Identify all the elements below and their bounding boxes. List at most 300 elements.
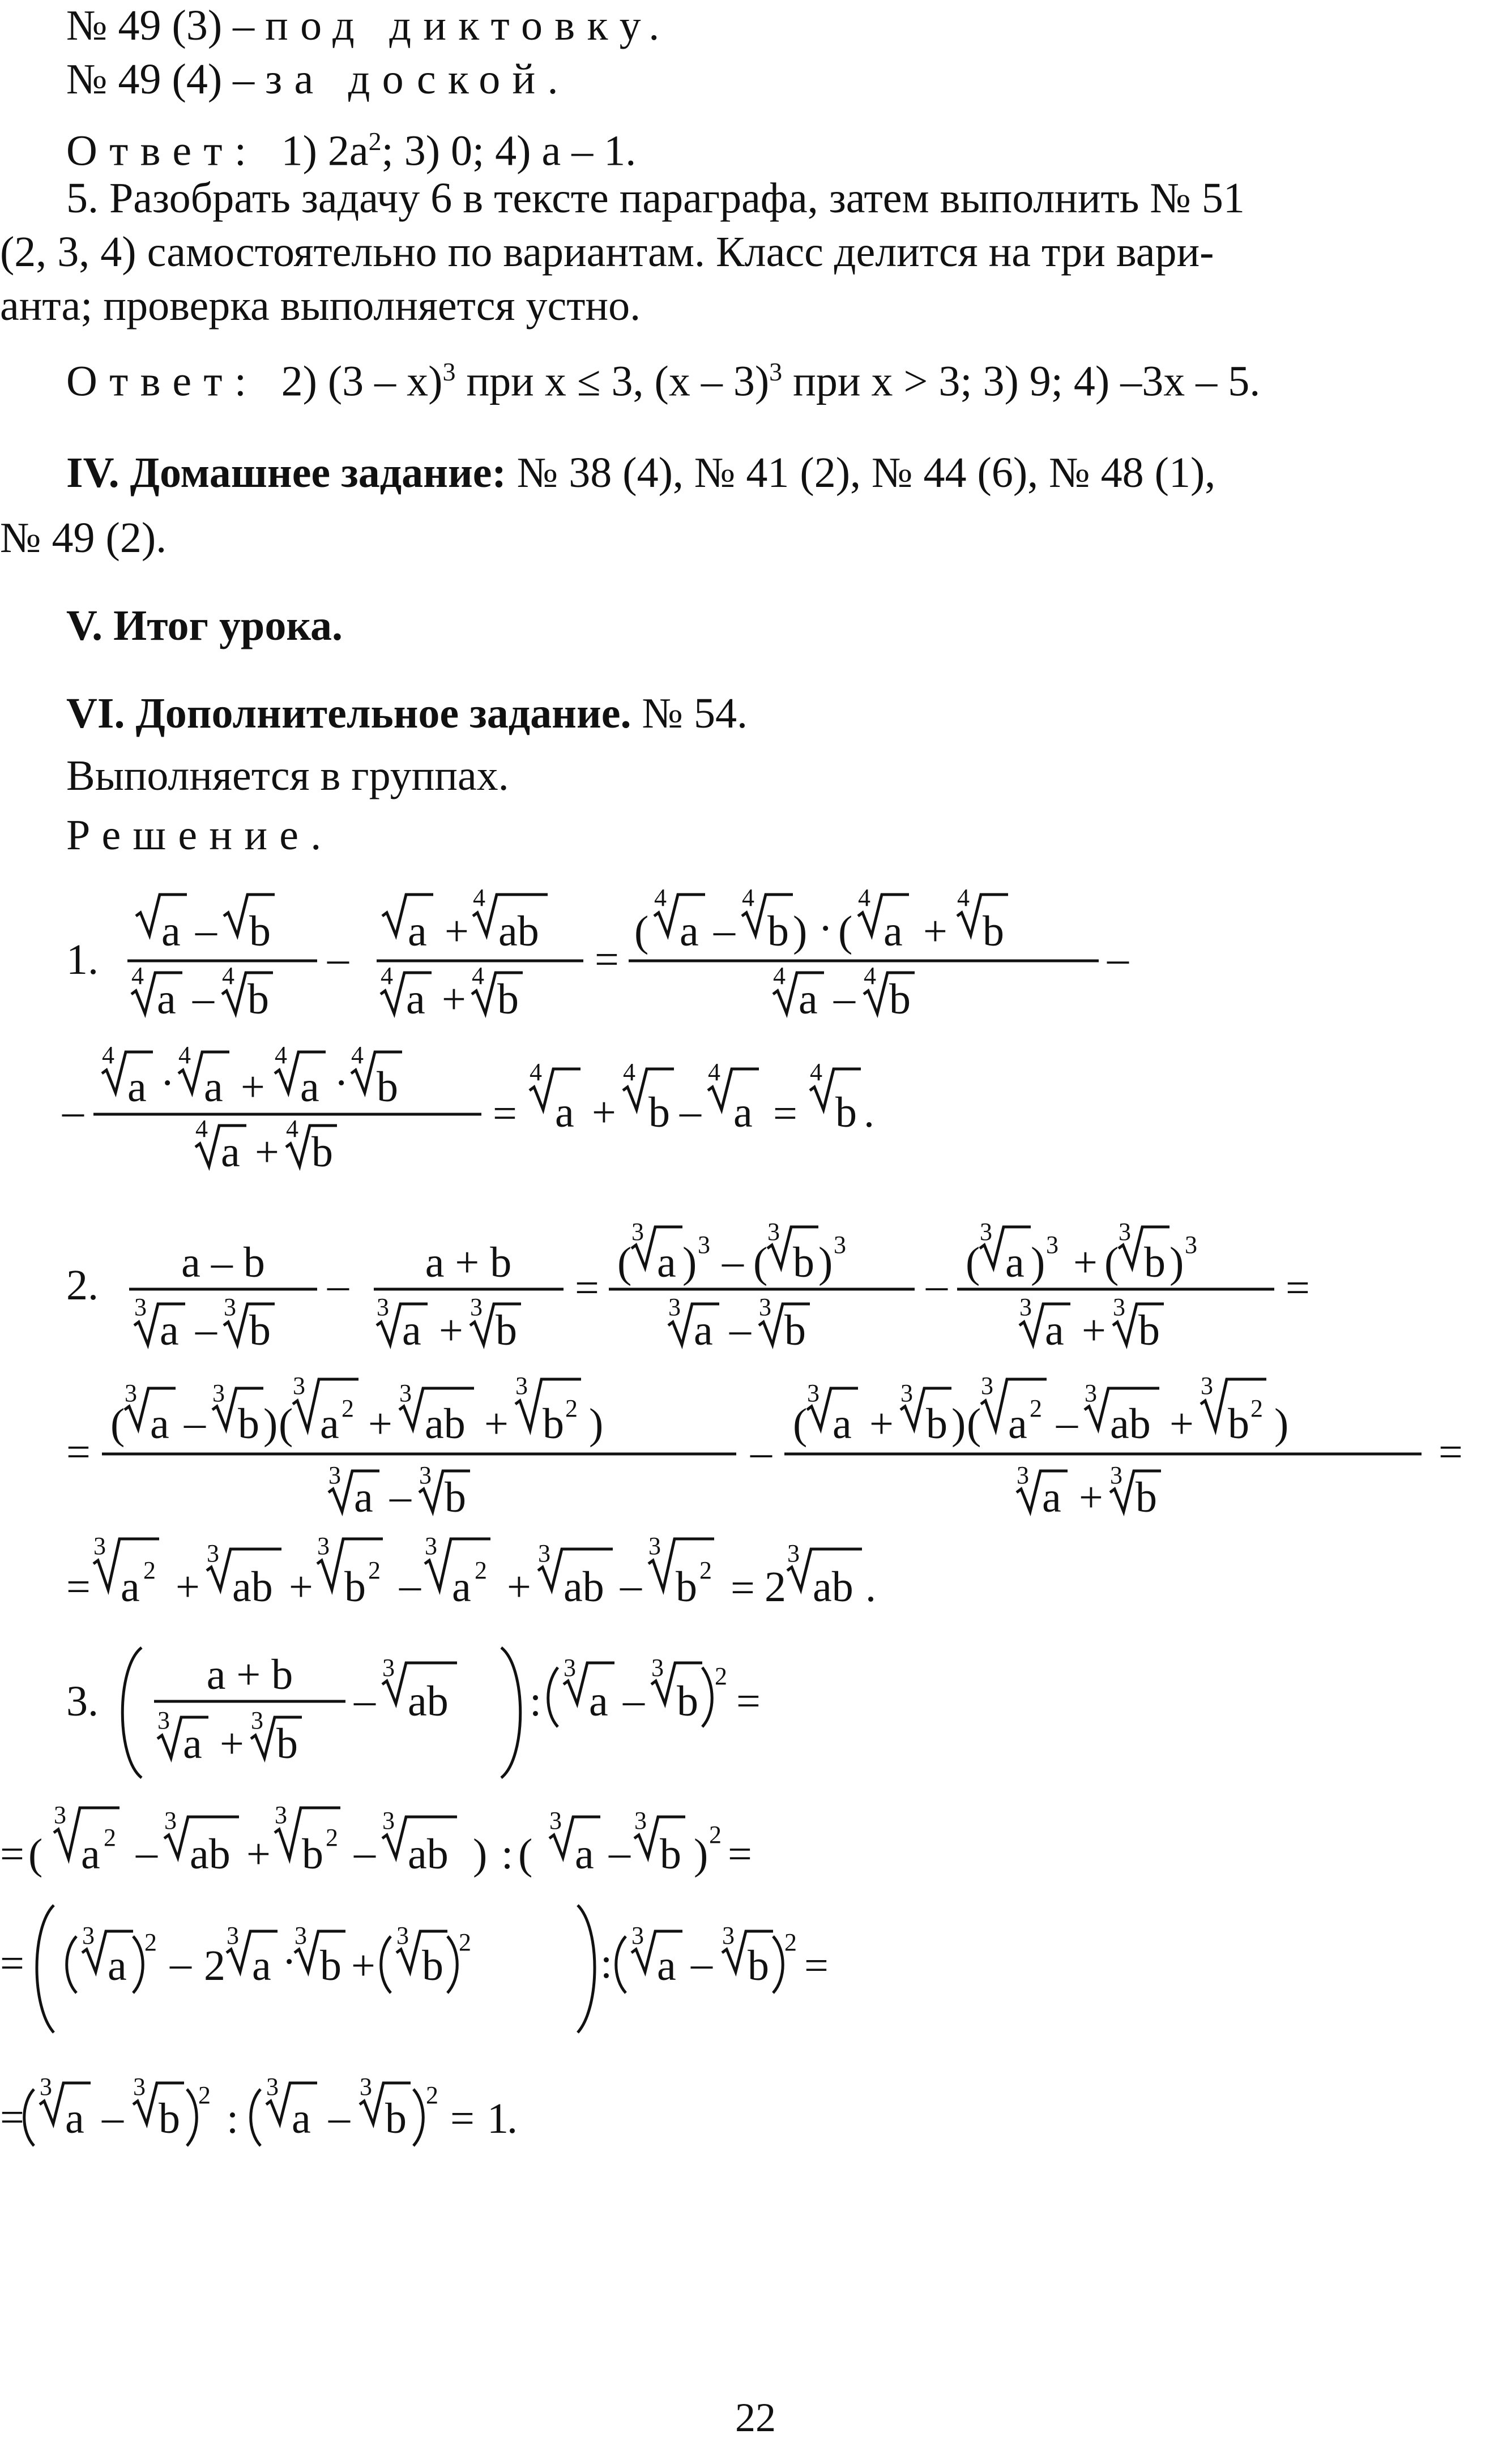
svg-text:3: 3 [93,1532,106,1560]
svg-text:+: + [289,1563,313,1611]
svg-text:b: b [767,908,789,955]
svg-text:3: 3 [425,1532,437,1560]
svg-text:4: 4 [472,962,484,990]
svg-text:–: – [1056,1399,1078,1447]
svg-text:3: 3 [767,1218,780,1246]
svg-text:(: ( [1104,1239,1119,1286]
svg-text:+: + [241,1063,265,1111]
svg-text:a: a [1045,1307,1064,1354]
svg-text:a: a [81,1830,100,1878]
math-3-line-1 [0,1645,1511,1792]
summary-heading: V. Итог урока. [66,602,343,649]
svg-text:3: 3 [133,2073,146,2101]
svg-text:=: = [1286,1264,1310,1312]
svg-text:): ) [793,908,808,955]
svg-text:3: 3 [698,1231,710,1259]
svg-text:ab: ab [408,1830,449,1878]
svg-text:3: 3 [224,1293,236,1321]
svg-text:ab: ab [408,1678,449,1725]
svg-text:3: 3 [1017,1461,1029,1489]
svg-text:b: b [422,1942,443,1990]
svg-text:–: – [680,1088,701,1135]
item-5-line-2: (2, 3, 4) самостоятельно по вариантам. Класс делится на три вари- [0,228,1214,276]
svg-text:3: 3 [651,1654,664,1682]
math-1-line-2 [0,1041,1511,1189]
svg-text:3: 3 [212,1379,225,1407]
svg-text:a: a [221,1128,240,1176]
svg-text:(: ( [110,1400,125,1448]
svg-text:2: 2 [765,1563,786,1611]
svg-text:3: 3 [834,1231,846,1259]
svg-text:b: b [676,1563,697,1611]
svg-text:4: 4 [131,962,144,990]
svg-text:2: 2 [784,1928,797,1956]
svg-text:ab: ab [232,1563,273,1611]
svg-text:2: 2 [342,1394,354,1422]
svg-text:a: a [354,1474,373,1521]
svg-text:3: 3 [164,1807,177,1834]
svg-text:2: 2 [144,1928,157,1956]
svg-text:b: b [748,1942,769,1990]
svg-text:): ) [818,1239,833,1286]
svg-text:3: 3 [900,1379,913,1407]
svg-text:a: a [406,976,425,1023]
svg-text:3: 3 [82,1922,95,1949]
svg-text:3: 3 [807,1379,819,1407]
svg-text:b: b [543,1400,564,1448]
svg-text:4: 4 [858,884,870,912]
svg-text:b: b [648,1089,670,1136]
svg-text:3: 3 [251,1706,263,1734]
svg-text:2: 2 [368,1556,381,1584]
svg-text:3: 3 [648,1532,661,1560]
svg-text:a: a [1005,1239,1025,1286]
svg-text:–: – [102,2094,123,2141]
svg-text:=: = [1439,1428,1463,1476]
svg-text:3: 3 [207,1539,219,1567]
svg-text:(: ( [518,1830,533,1878]
svg-text:1: 1 [487,2095,509,2142]
svg-text:): ) [263,1400,278,1448]
solution-label: Решение. [66,811,334,859]
svg-text:b: b [377,1063,398,1111]
svg-text:=: = [736,1678,761,1725]
svg-text:a: a [108,1942,127,1990]
svg-text:3: 3 [134,1293,147,1321]
svg-text:a: a [320,1400,339,1448]
svg-text:3: 3 [399,1379,412,1407]
svg-text:–: – [328,2094,350,2141]
svg-text:2: 2 [709,1821,722,1849]
svg-text:–: – [926,1261,947,1309]
svg-text:4: 4 [810,1058,822,1086]
svg-text:): ) [951,1400,966,1448]
svg-text:3: 3 [1046,1231,1058,1259]
svg-text:(: ( [793,1400,808,1448]
svg-text:b: b [889,976,911,1023]
homework-line-2: № 49 (2). [0,514,167,562]
svg-text:3: 3 [40,2073,52,2101]
svg-text:=: = [731,1564,755,1612]
svg-text:–: – [691,1940,712,1987]
svg-text:2: 2 [104,1824,116,1851]
svg-text:b: b [445,1474,466,1521]
svg-text:–: – [834,974,855,1022]
svg-text:3: 3 [377,1293,389,1321]
svg-text:4: 4 [351,1041,364,1069]
svg-text:(: ( [967,1400,981,1448]
svg-text:2: 2 [204,1942,225,1990]
svg-text:4: 4 [102,1041,114,1069]
svg-text:+: + [484,1400,509,1448]
svg-text:–: – [609,1829,630,1876]
svg-text:b: b [302,1830,323,1878]
svg-text:ab: ab [564,1563,604,1611]
math-2-line-1 [0,1218,1511,1373]
svg-text:a + b: a + b [206,1651,293,1699]
svg-text:a: a [1008,1400,1027,1448]
svg-text:+: + [445,908,469,955]
svg-text:2: 2 [143,1556,156,1584]
svg-text:a: a [657,1239,676,1286]
svg-text:1.: 1. [66,936,99,983]
svg-text:.: . [865,1563,876,1611]
svg-text:a: a [150,1400,169,1448]
svg-text:b: b [1144,1239,1166,1286]
svg-text:3: 3 [538,1539,550,1567]
svg-text:a: a [452,1563,471,1611]
svg-text:ab: ab [425,1400,466,1448]
svg-text:+: + [442,976,466,1023]
svg-text:b: b [247,976,269,1023]
svg-text:3: 3 [360,2073,372,2101]
svg-text:b: b [835,1089,857,1136]
svg-text:): ) [1274,1400,1289,1448]
svg-text:b: b [983,908,1004,955]
svg-text:=: = [0,2094,24,2141]
svg-text:3: 3 [382,1654,395,1682]
svg-text:=: = [66,1563,91,1611]
svg-text:–: – [714,906,735,954]
svg-text:–: – [722,1238,744,1285]
svg-text:b: b [660,1830,681,1878]
svg-text:+: + [351,1942,375,1990]
svg-text:–: – [170,1940,191,1987]
svg-text:+: + [869,1400,894,1448]
svg-text:b: b [1228,1400,1249,1448]
svg-text:a: a [657,1942,676,1990]
svg-text:(: ( [966,1239,980,1286]
svg-text:): ) [589,1400,604,1448]
svg-text:3: 3 [722,1922,735,1949]
svg-text:–: – [62,1088,84,1135]
svg-text:=: = [728,1830,752,1878]
svg-text:=: = [575,1264,599,1312]
svg-text:·: · [818,905,833,952]
svg-text:+: + [255,1128,279,1176]
svg-text:(: ( [279,1400,293,1448]
svg-text:3: 3 [759,1293,771,1321]
svg-text:.: . [864,1089,874,1136]
extra-task-heading: VI. Дополнительное задание. № 54. [66,690,748,737]
task-49-4: № 49 (4) – за доской. [66,55,570,103]
svg-text:3: 3 [564,1654,576,1682]
homework-line-1: IV. Домашнее задание: № 38 (4), № 41 (2), № 44 (6), № 48 (1), [66,449,1216,497]
svg-text:·: · [160,1059,175,1107]
svg-text:b: b [793,1239,814,1286]
svg-text:3: 3 [549,1807,562,1834]
svg-text:b: b [311,1128,333,1176]
svg-text:3: 3 [227,1922,239,1949]
svg-text:b: b [1138,1307,1160,1354]
math-3-line-2 [0,1798,1511,1888]
svg-text::: : [600,1940,613,1987]
svg-text:+: + [1079,1474,1103,1521]
svg-text:(: ( [634,908,649,955]
svg-text:4: 4 [654,884,667,912]
svg-text:2: 2 [475,1556,487,1584]
svg-text::: : [530,1678,542,1725]
page-number: 22 [735,2395,776,2440]
svg-text:2: 2 [459,1928,471,1956]
svg-text:3: 3 [328,1461,341,1489]
svg-text:=: = [773,1090,797,1137]
svg-text:a: a [292,2095,311,2142]
svg-text:+: + [592,1089,616,1136]
svg-text:–: – [399,1562,421,1609]
svg-text:=: = [66,1428,91,1476]
svg-text:3: 3 [125,1379,137,1407]
svg-text:b: b [497,976,519,1023]
svg-text:4: 4 [957,884,970,912]
svg-text:2: 2 [1250,1394,1263,1422]
svg-text:–: – [327,1261,349,1309]
svg-text:–: – [193,974,214,1022]
item-5-line-1: 5. Разобрать задачу 6 в тексте параграфа, затем выполнить № 51 [66,174,1245,222]
svg-text:=: = [595,936,619,983]
svg-text:3: 3 [275,1801,287,1829]
svg-text:3: 3 [317,1532,330,1560]
svg-text:3: 3 [1110,1461,1122,1489]
svg-text:3: 3 [54,1801,66,1829]
svg-text:b: b [249,908,271,955]
svg-text:a + b: a + b [425,1239,512,1286]
svg-text:4: 4 [286,1115,298,1143]
svg-text:a: a [799,976,818,1023]
svg-text:3: 3 [1185,1231,1197,1259]
svg-text:ab: ab [498,908,539,955]
svg-text::: : [501,1830,514,1878]
math-2-line-3 [0,1529,1511,1619]
answer-2: Ответ: 2) (3 – x)$^3$ при x ≤ 3, (x – 3)$^3$ при x > 3; 3) 9; 4) –3x – 5. [66,357,1261,405]
svg-text:a: a [127,1063,147,1111]
svg-text:a: a [408,908,427,955]
svg-text:a: a [121,1563,140,1611]
svg-text:b: b [1136,1474,1157,1521]
svg-text:3: 3 [668,1293,681,1321]
svg-text:+: + [368,1400,392,1448]
svg-text:+: + [507,1563,531,1611]
svg-text:ab: ab [1110,1400,1151,1448]
svg-text:+: + [1169,1400,1194,1448]
svg-text:=: = [804,1942,829,1990]
svg-text:a: a [157,976,176,1023]
svg-text:3: 3 [293,1372,305,1400]
svg-text:3: 3 [787,1539,800,1567]
svg-text:a: a [555,1089,574,1136]
svg-text:.: . [507,2095,518,2142]
svg-text:(: ( [617,1239,632,1286]
svg-text:3: 3 [382,1807,395,1834]
svg-text:–: – [354,1676,375,1724]
math-1-line-1 [0,883,1511,1042]
svg-text:+: + [246,1830,271,1878]
svg-text:b: b [496,1307,517,1354]
svg-text:3: 3 [981,1372,993,1400]
svg-text:b: b [385,2095,407,2142]
svg-text:ab: ab [190,1830,231,1878]
svg-text:–: – [729,1306,751,1353]
svg-text:3: 3 [266,2073,279,2101]
svg-text:–: – [623,1676,644,1724]
math-2-line-2 [0,1372,1511,1529]
svg-text:3: 3 [396,1922,409,1949]
svg-text:3: 3 [157,1706,170,1734]
svg-text:b: b [276,1720,298,1768]
groups-text: Выполняется в группах. [66,752,509,799]
svg-text:ab: ab [813,1563,853,1611]
svg-text:4: 4 [773,962,786,990]
svg-text:): ) [694,1830,708,1878]
svg-text:a: a [833,1400,852,1448]
svg-text:–: – [750,1428,772,1476]
svg-text:(: ( [838,908,853,955]
math-3-line-3 [0,1894,1511,2052]
svg-text:3: 3 [631,1922,644,1949]
svg-text:–: – [195,1306,217,1353]
svg-text:=: = [0,1830,24,1878]
svg-text:=: = [450,2095,475,2142]
task-49-3: № 49 (3) – под диктовку. [66,2,672,49]
svg-text:3: 3 [470,1293,483,1321]
svg-text:3: 3 [1019,1293,1032,1321]
svg-text:): ) [1169,1239,1184,1286]
svg-text:4: 4 [864,962,876,990]
svg-text:3.: 3. [66,1678,99,1725]
svg-text:a: a [575,1830,594,1878]
svg-text:2: 2 [1030,1394,1042,1422]
item-5-line-3: анта; проверка выполняется устно. [0,282,641,330]
svg-text:+: + [176,1563,200,1611]
svg-text:a: a [204,1063,223,1111]
svg-text:a: a [161,908,181,955]
math-3-line-4 [0,2064,1511,2166]
svg-text:a: a [300,1063,319,1111]
svg-text:a: a [160,1307,179,1354]
svg-text:4: 4 [623,1058,635,1086]
svg-text:+: + [220,1720,244,1768]
svg-text:+: + [923,908,947,955]
svg-text:3: 3 [294,1922,307,1949]
svg-text:4: 4 [222,962,234,990]
svg-text:a: a [694,1307,713,1354]
svg-text:a: a [589,1678,608,1725]
svg-text::: : [227,2095,239,2142]
svg-text:3: 3 [515,1372,528,1400]
svg-text:b: b [784,1307,806,1354]
svg-text:–: – [1107,935,1129,982]
svg-text:–: – [354,1829,375,1876]
svg-text:a: a [252,1942,271,1990]
svg-text:4: 4 [178,1041,191,1069]
svg-text:+: + [1082,1307,1106,1354]
svg-text:–: – [327,935,349,982]
svg-text:4: 4 [530,1058,542,1086]
svg-text:b: b [677,1678,698,1725]
svg-text:): ) [1031,1239,1045,1286]
svg-text:–: – [195,906,217,954]
svg-text:=: = [493,1090,517,1137]
svg-text:2: 2 [565,1394,578,1422]
svg-text:2: 2 [699,1556,712,1584]
svg-text:4: 4 [195,1115,208,1143]
svg-text:a: a [65,2095,84,2142]
svg-text:): ) [682,1239,697,1286]
svg-text:4: 4 [275,1041,287,1069]
svg-text:2: 2 [326,1824,338,1851]
svg-text:a: a [733,1089,753,1136]
svg-text:2: 2 [426,2081,438,2109]
svg-text:4: 4 [473,884,485,912]
svg-text:(: ( [753,1239,768,1286]
svg-text:b: b [344,1563,366,1611]
svg-text:+: + [439,1307,463,1354]
svg-text:3: 3 [419,1461,432,1489]
svg-text:·: · [334,1059,349,1107]
svg-text:b: b [320,1942,342,1990]
svg-text:3: 3 [631,1218,644,1246]
svg-text:b: b [159,2095,180,2142]
svg-text:+: + [1073,1239,1098,1286]
answer-1: Ответ: 1) $2a^2$; 3) 0; 4) a – 1. [66,127,637,175]
svg-text:–: – [390,1473,411,1520]
svg-text:–: – [136,1829,157,1876]
svg-text:4: 4 [381,962,393,990]
svg-text:a: a [680,908,699,955]
svg-text:3: 3 [1085,1379,1097,1407]
svg-text:b: b [926,1400,947,1448]
svg-text:3: 3 [980,1218,992,1246]
svg-text:(: ( [28,1830,43,1878]
svg-text:b: b [249,1307,271,1354]
svg-text:a: a [402,1307,421,1354]
svg-text:·: · [282,1938,297,1986]
svg-text:2: 2 [715,1662,727,1690]
svg-text:3: 3 [634,1807,647,1834]
svg-text:3: 3 [1201,1372,1213,1400]
svg-text:3: 3 [1113,1293,1125,1321]
svg-text:a: a [883,908,903,955]
svg-text:3: 3 [1119,1218,1131,1246]
svg-text:=: = [0,1940,24,1987]
svg-text:): ) [473,1830,488,1878]
svg-text:–: – [620,1562,642,1609]
svg-text:2.: 2. [66,1261,99,1309]
svg-text:a – b: a – b [181,1239,265,1286]
svg-text:4: 4 [742,884,754,912]
svg-text:4: 4 [708,1058,720,1086]
svg-text:–: – [184,1399,206,1447]
